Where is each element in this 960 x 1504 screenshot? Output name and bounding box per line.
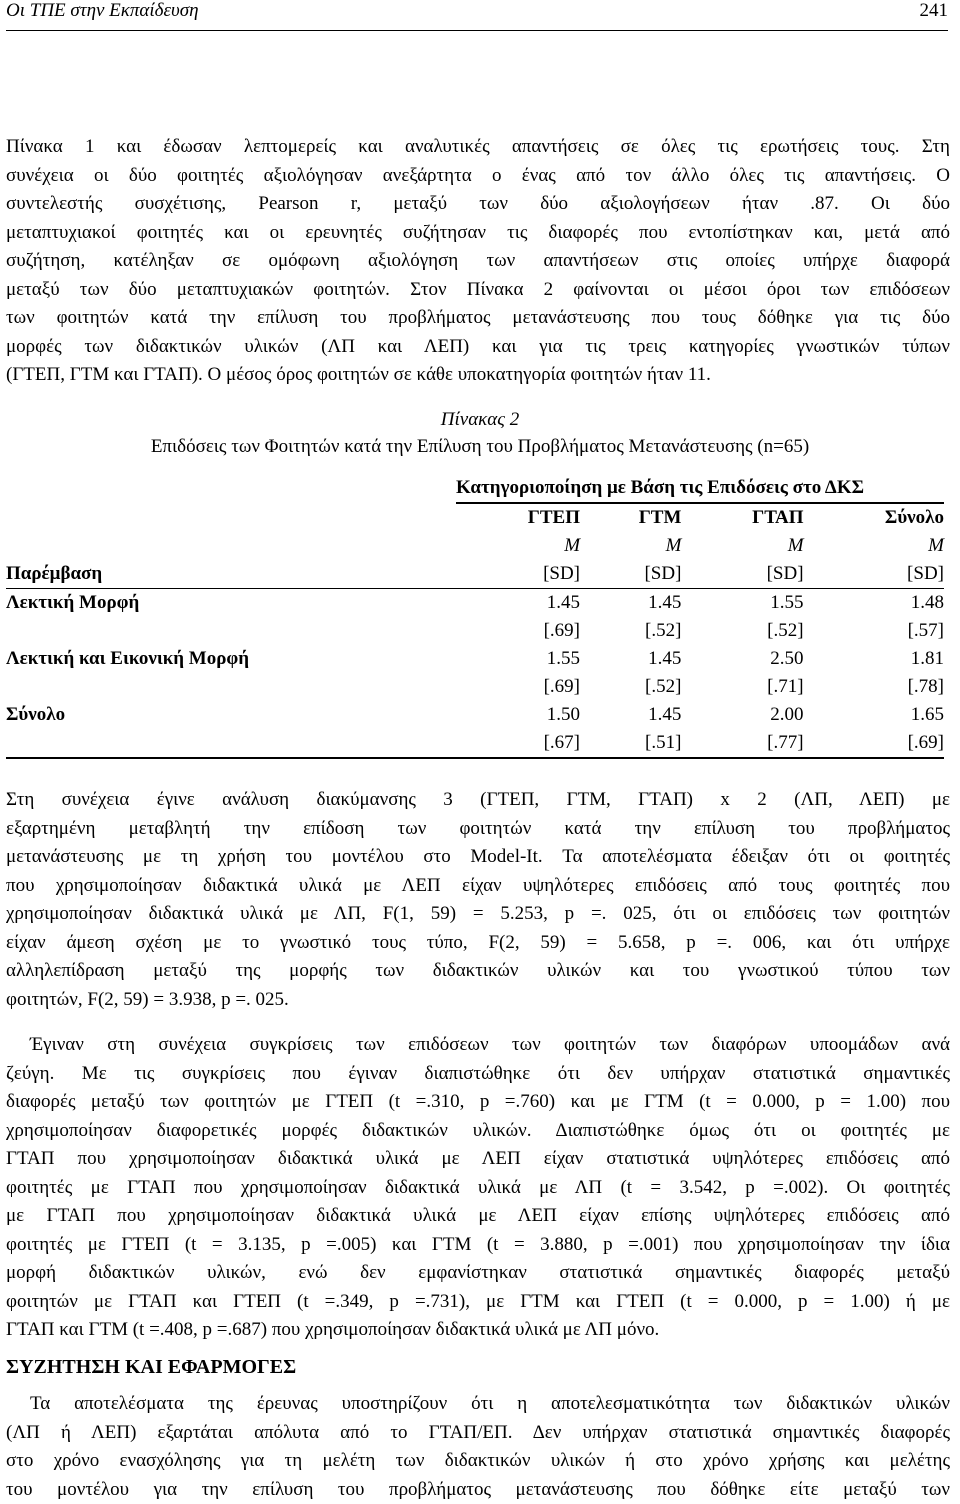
- table-row: [6, 673, 944, 701]
- row-label: Λεκτική Μορφή: [6, 589, 456, 618]
- table-group-header: Κατηγοριοποίηση με Βάση τις Επιδόσεις στο ΔΚΣ: [456, 474, 944, 503]
- text-line: μεταξύ των δύο μεταπτυχιακών φοιτητών. Στον Πίνακα 2 φαίνονται οι μέσοι όροι των επιδόσεων: [6, 276, 950, 305]
- cell-sd: [.71]: [681, 673, 803, 701]
- text-line: του μοντέλου για την επίλυση του προβλήματος μετανάστευσης που δόθηκε είτε μεταξύ των: [6, 1476, 950, 1504]
- text-line: (ΛΠ ή ΛΕΠ) εξαρτάται απόλυτα από το ΓΤΑΠ/ΕΠ. Δεν υπήρχαν στατιστικά σημαντικές διαφορές: [6, 1419, 950, 1448]
- paragraph-3: [6, 1031, 950, 1345]
- stat-label-sd: [SD]: [804, 560, 944, 589]
- stat-label-sd: [SD]: [456, 560, 580, 589]
- text-line: με ΓΤΑΠ που χρησιμοποίησαν διδακτικά υλικά με ΛΕΠ είχαν επίσης υψηλότερες επιδόσεις από: [6, 1202, 950, 1231]
- text-line: χρησιμοποίησαν διαφορετικές μορφές διδακτικών υλικών. Διαπιστώθηκε όμως ότι οι φοιτητές με: [6, 1117, 950, 1146]
- text-line: εξαρτημένη μεταβλητή την επίδοση των φοιτητών κατά την επίλυση του προβλήματος: [6, 815, 950, 844]
- text-line: Στη συνέχεια έγινε ανάλυση διακύμανσης 3 (ΓΤΕΠ, ΓΤΜ, ΓΤΑΠ) x 2 (ΛΠ, ΛΕΠ) με: [6, 786, 950, 815]
- cell-sd: [.77]: [681, 729, 803, 758]
- text-line: στο χρόνο ενασχόλησης για τη μελέτη των διδακτικών υλικών ή στο χρόνο χρήσης και μελέτης: [6, 1447, 950, 1476]
- text-line: συντελεστής συσχέτισης, Pearson r, μεταξύ των δύο αξιολογήσεων ήταν .87. Οι δύο: [6, 190, 950, 219]
- cell-mean: 2.50: [681, 645, 803, 673]
- cell-mean: 1.48: [804, 589, 944, 618]
- text-line: διαφορές μεταξύ των φοιτητών με ΓΤΕΠ (t =.310, p =.760) και με ΓΤΜ (t = 0.000, p = 1.00) που: [6, 1088, 950, 1117]
- text-line: ζεύγη. Με τις συγκρίσεις που έγιναν διαπιστώθηκε ότι δεν υπήρχαν στατιστικά σημαντικές: [6, 1060, 950, 1089]
- text-line: Πίνακα 1 και έδωσαν λεπτομερείς και αναλυτικές απαντήσεις σε όλες τις ερωτήσεις τους. Στη: [6, 133, 950, 162]
- col-header: Σύνολο: [804, 503, 944, 532]
- row-label: Λεκτική και Εικονική Μορφή: [6, 645, 456, 673]
- cell-mean: 1.50: [456, 701, 580, 729]
- cell-mean: 1.65: [804, 701, 944, 729]
- text-line: φοιτητές με ΓΤΑΠ που χρησιμοποίησαν διδακτικά υλικά με ΛΠ (t = 3.542, p =.002). Οι φοιτητές: [6, 1174, 950, 1203]
- text-line: Τα αποτελέσματα της έρευνας υποστηρίζουν ότι η αποτελεσματικότητα των διδακτικών υλικών: [6, 1390, 950, 1419]
- stat-label-sd: [SD]: [681, 560, 803, 589]
- text-line: μεταπτυχιακοί φοιτητές και οι ερευνητές συζήτησαν τις διαφορές που εντοπίστηκαν και, μετά από: [6, 219, 950, 248]
- cell-sd: [.69]: [456, 617, 580, 645]
- cell-sd: [.69]: [804, 729, 944, 758]
- cell-sd: [.51]: [580, 729, 681, 758]
- cell-mean: 1.45: [580, 589, 681, 618]
- cell-sd: [.52]: [580, 673, 681, 701]
- text-line: φοιτητών, F(2, 59) = 3.938, p =. 025.: [6, 986, 950, 1015]
- running-header: [6, 0, 948, 31]
- table-row: [6, 645, 944, 673]
- col-header: ΓΤΑΠ: [681, 503, 803, 532]
- text-line: φοιτητές με ΓΤΕΠ (t = 3.135, p =.005) και ΓΤΜ (t = 3.880, p =.001) που χρησιμοποίησαν την ίδια: [6, 1231, 950, 1260]
- paragraph-4: [6, 1390, 950, 1504]
- table-row: [6, 701, 944, 729]
- cell-mean: 1.55: [456, 645, 580, 673]
- stat-label-m: M: [456, 532, 580, 560]
- stat-label-m: M: [580, 532, 681, 560]
- cell-mean: 1.45: [580, 645, 681, 673]
- text-line: των φοιτητών κατά την επίλυση του προβλήματος μετανάστευσης που τους δόθηκε για τις δύο: [6, 304, 950, 333]
- text-line: είχαν άμεση σχέση με το γνωστικό τους τύπο, F(2, 59) = 5.658, p =. 006, και ότι υπήρχε: [6, 929, 950, 958]
- text-line: Έγιναν στη συνέχεια συγκρίσεις των επιδόσεων των φοιτητών των διαφόρων υποομάδων ανά: [6, 1031, 950, 1060]
- text-line: συζήτηση, κατέληξαν σε ομόφωνη αξιολόγηση των απαντήσεων στις οποίες υπήρχε διαφορά: [6, 247, 950, 276]
- text-line: που χρησιμοποίησαν διδακτικά υλικά με ΛΕΠ είχαν υψηλότερες επιδόσεις από τους φοιτητές που: [6, 872, 950, 901]
- results-table: [6, 474, 944, 759]
- cell-sd: [.67]: [456, 729, 580, 758]
- stat-label-m: M: [804, 532, 944, 560]
- cell-sd: [.78]: [804, 673, 944, 701]
- text-line: (ΓΤΕΠ, ΓΤΜ και ΓΤΑΠ). Ο μέσος όρος φοιτητών σε κάθε υποκατηγορία φοιτητών ήταν 11.: [6, 361, 950, 390]
- cell-mean: 1.55: [681, 589, 803, 618]
- row-label: Σύνολο: [6, 701, 456, 729]
- cell-mean: 2.00: [681, 701, 803, 729]
- table-title: Πίνακας 2: [0, 409, 960, 431]
- page-number: 241: [920, 0, 949, 22]
- stat-label-m: M: [681, 532, 803, 560]
- text-line: μετανάστευσης με τη χρήση του μοντέλου στο Model-It. Τα αποτελέσματα έδειξαν ότι οι φοιτητές: [6, 843, 950, 872]
- cell-mean: 1.45: [456, 589, 580, 618]
- text-line: μορφές των διδακτικών υλικών (ΛΠ και ΛΕΠ) και για τις τρεις κατηγορίες γνωστικών τύπων: [6, 333, 950, 362]
- stat-label-sd: [SD]: [580, 560, 681, 589]
- cell-mean: 1.81: [804, 645, 944, 673]
- col-header: ΓΤΕΠ: [456, 503, 580, 532]
- table-row: [6, 617, 944, 645]
- text-line: συνέχεια οι δύο φοιτητές αξιολόγησαν ανεξάρτητα ο ένας από τον άλλο όλες τις απαντήσεις. Ο: [6, 162, 950, 191]
- cell-sd: [.52]: [580, 617, 681, 645]
- paragraph-2: [6, 786, 950, 1014]
- text-line: μορφή διδακτικών υλικών, ενώ δεν εμφανίστηκαν στατιστικά σημαντικές διαφορές μεταξύ: [6, 1259, 950, 1288]
- text-line: ΓΤΑΠ και ΓΤΜ (t =.408, p =.687) που χρησιμοποίησαν διδακτικά υλικά με ΛΠ μόνο.: [6, 1316, 950, 1345]
- table-row: [6, 729, 944, 758]
- cell-sd: [.52]: [681, 617, 803, 645]
- text-line: ΓΤΑΠ που χρησιμοποίησαν διδακτικά υλικά με ΛΕΠ είχαν στατιστικά υψηλότερες επιδόσεις από: [6, 1145, 950, 1174]
- running-title: Οι ΤΠΕ στην Εκπαίδευση: [6, 0, 199, 22]
- section-heading: ΣΥΖΗΤΗΣΗ ΚΑΙ ΕΦΑΡΜΟΓΕΣ: [6, 1356, 296, 1379]
- text-line: φοιτητών με ΓΤΑΠ και ΓΤΕΠ (t =.349, p =.731), με ΓΤΜ και ΓΤΕΠ (t = 0.000, p = 1.00) ή με: [6, 1288, 950, 1317]
- cell-sd: [.57]: [804, 617, 944, 645]
- paragraph-1: [6, 133, 950, 390]
- cell-sd: [.69]: [456, 673, 580, 701]
- cell-mean: 1.45: [580, 701, 681, 729]
- table-row: [6, 589, 944, 618]
- table-subtitle: Επιδόσεις των Φοιτητών κατά την Επίλυση του Προβλήματος Μετανάστευσης (n=65): [0, 436, 960, 458]
- row-label-header: Παρέμβαση: [6, 560, 456, 589]
- text-line: αλληλεπίδραση μεταξύ της μορφής των διδακτικών υλικών και του γνωστικού τύπου των: [6, 957, 950, 986]
- text-line: χρησιμοποίησαν διδακτικά υλικά με ΛΠ, F(1, 59) = 5.253, p =. 025, ότι οι επιδόσεις των φοιτητών: [6, 900, 950, 929]
- col-header: ΓΤΜ: [580, 503, 681, 532]
